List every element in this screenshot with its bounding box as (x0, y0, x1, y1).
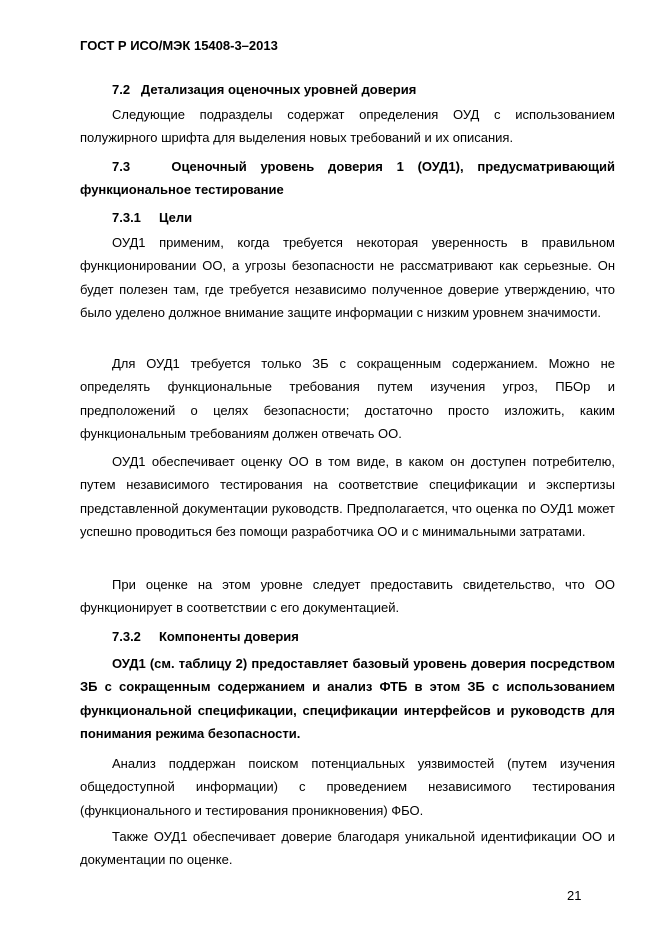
section-number: 7.3.2 (112, 629, 141, 644)
section-7-3-2-paragraph-1 (80, 652, 615, 746)
paragraph: ОУД1 (см. таблицу 2) предоставляет базовый уровень доверия посредством ЗБ с сокращенным содержанием и анализ ФТБ в этом ЗБ с использованием функциональной спецификации, спецификации интерфейсов и руководств для понимания режима безопасности. (80, 656, 615, 742)
section-7-3-1-paragraph-2 (80, 352, 615, 446)
paragraph: Также ОУД1 обеспечивает доверие благодаря уникальной идентификации ОО и документации по оценке. (80, 829, 615, 868)
section-title-line2: функциональное тестирование (80, 182, 284, 198)
section-title: Детализация оценочных уровней доверия (140, 82, 417, 97)
paragraph: Следующие подразделы содержат определения ОУД с использованием полужирного шрифта для выделения новых требований и их описания. (80, 107, 615, 146)
section-title: Цели (158, 210, 193, 225)
section-number: 7.2 (112, 82, 131, 97)
paragraph: Анализ поддержан поиском потенциальных уязвимостей (путем изучения общедоступной информации) с проведением независимого тестирования (функционального и тестирования проникновения) ФБО. (80, 756, 615, 818)
section-number: 7.3 (112, 159, 131, 174)
section-7-2-paragraph (80, 103, 615, 150)
section-title: Компоненты доверия (158, 629, 299, 644)
section-number: 7.3.1 (112, 210, 141, 225)
section-7-3-2-paragraph-3 (80, 825, 615, 872)
section-title-line1: Оценочный уровень доверия 1 (ОУД1), предусматривающий (171, 159, 615, 174)
section-7-3-1-heading (80, 206, 615, 229)
section-7-3-2-heading (80, 625, 615, 648)
paragraph: ОУД1 обеспечивает оценку ОО в том виде, в каком он доступен потребителю, путем независимого тестирования на соответствие спецификации и экспертизы представленной документации руководств. Предполагается, что оценка по ОУД1 может успешно проводиться без помощи разработчика ОО и с минимальными затратами. (80, 454, 615, 540)
document-header: ГОСТ Р ИСО/МЭК 15408-3–2013 (80, 38, 278, 53)
paragraph: При оценке на этом уровне следует предоставить свидетельство, что ОО функционирует в соответствии с его документацией. (80, 577, 615, 616)
section-7-3-1-paragraph-1 (80, 231, 615, 325)
section-7-3-heading (80, 155, 615, 202)
section-7-2-heading (80, 78, 615, 101)
paragraph: ОУД1 применим, когда требуется некоторая уверенность в правильном функционировании ОО, а угрозы безопасности не рассматривают как серьезные. Он будет полезен там, где требуется независимо полученное доверие утверждению, что было уделено должное внимание защите информации с низким уровнем значимости. (80, 235, 615, 321)
page-number: 21 (567, 888, 582, 903)
section-7-3-1-paragraph-3 (80, 450, 615, 544)
section-7-3-1-paragraph-4 (80, 573, 615, 620)
paragraph: Для ОУД1 требуется только ЗБ с сокращенным содержанием. Можно не определять функциональные требования путем изучения угроз, ПБОр и предположений о целях безопасности; достаточно просто изложить, каким функциональным требованиям должен отвечать ОО. (80, 356, 615, 442)
section-7-3-2-paragraph-2 (80, 752, 615, 822)
